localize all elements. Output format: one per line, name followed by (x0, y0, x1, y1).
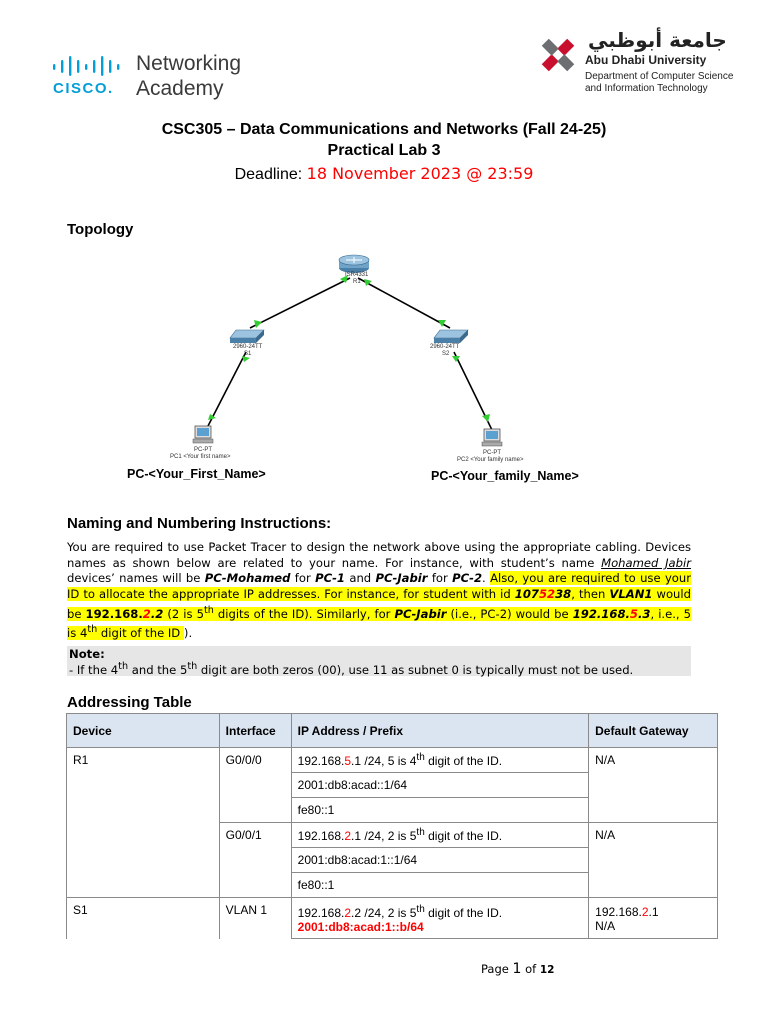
pc1-icon (193, 426, 213, 443)
pc-1: PC-1 (315, 571, 345, 586)
ipv6-cell: 2001:db8:acad:1::1/64 (291, 848, 589, 873)
superscript: th (203, 604, 214, 616)
table-row (67, 748, 718, 773)
example-name: Mohamed Jabir (601, 555, 691, 570)
table-row (67, 898, 718, 939)
pc-mohamed: PC-Mohamed (204, 571, 291, 586)
device-r1: R1 (67, 748, 220, 898)
lab-title: Practical Lab 3 (327, 142, 441, 159)
ipv6-cell: 2001:db8:acad::1/64 (291, 773, 589, 798)
pc2-icon (482, 429, 502, 446)
ip-part: digit of the ID. (424, 906, 503, 920)
col-device: Device (67, 714, 220, 748)
netacad-line1: Networking (136, 52, 242, 75)
switch1-name-label: S1 (244, 351, 252, 357)
addressing-table (66, 713, 718, 939)
ip-part: 192.168. (85, 606, 143, 621)
ip-part: .1 /24, 5 is 4 (351, 754, 417, 768)
pc1-name-label: PC1 <Your first name> (170, 454, 231, 460)
course-title: CSC305 – Data Communications and Networks (Fall 24-25) (161, 121, 607, 138)
page-label: Page (481, 962, 513, 976)
id-part: 38 (555, 587, 572, 602)
deadline-label: Deadline: (234, 166, 307, 183)
pc-jabir: PC-Jabir (394, 606, 447, 621)
ip-digit: 2 (344, 829, 352, 843)
page-footer (481, 961, 554, 977)
pc-jabir: PC-Jabir (375, 571, 428, 586)
instr-text: , then (571, 587, 610, 602)
gateway-ipv6: N/A (595, 919, 616, 933)
instr-text: for (290, 571, 316, 586)
adu-english-name: Abu Dhabi University (585, 53, 707, 67)
interface-vlan1: VLAN 1 (219, 898, 291, 939)
instr-text: digit of the ID (97, 626, 184, 641)
pc2-name-label: PC2 <Your family name> (457, 457, 524, 463)
note-part: - If the 4 (69, 662, 119, 677)
col-interface: Interface (219, 714, 291, 748)
table-header-row (67, 714, 718, 748)
instr-text: (i.e., PC-2) would be (446, 606, 573, 621)
switch-s2-icon (434, 330, 468, 343)
note-title: Note: (69, 647, 105, 661)
ip-part: 192.168. (572, 606, 630, 621)
switch1-model-label: 2960-24TT (233, 344, 263, 350)
gateway-cell (589, 898, 718, 939)
page-number: 1 (512, 961, 522, 977)
instr-text: ). (183, 626, 193, 641)
ipv6-cell: 2001:db8:acad:1::b/64 (297, 920, 424, 934)
ip-digit: 2 (344, 906, 352, 920)
instr-text: would be (67, 587, 691, 621)
interface-g001: G0/0/1 (219, 823, 291, 898)
ip-part: digit of the ID. (424, 754, 503, 768)
instructions-heading: Naming and Numbering Instructions: (67, 515, 332, 532)
device-s1: S1 (67, 898, 220, 939)
gw-part: .1 (648, 905, 659, 919)
vlan1: VLAN1 (609, 587, 653, 602)
adu-logo-icon (537, 30, 579, 80)
link-local-cell: fe80::1 (291, 873, 589, 898)
page-total: 12 (539, 964, 555, 976)
ip-digit: 5 (629, 606, 638, 621)
instr-text: . (482, 571, 491, 586)
instructions-paragraph (67, 540, 691, 642)
instr-text: digits of the ID). Similarly, for (213, 606, 395, 621)
switch-s1-icon (230, 330, 264, 343)
superscript: th (416, 752, 425, 763)
note-text (69, 661, 633, 677)
ip-digit: 5 (344, 754, 352, 768)
pc1-model-label: PC-PT (194, 447, 212, 453)
router-r1-icon (339, 255, 369, 273)
ip-cell (291, 823, 589, 848)
ip-part: digit of the ID. (424, 829, 503, 843)
page-of: of (521, 962, 540, 976)
gw-part: 192.168. (595, 905, 642, 919)
ip-part: 192.168. (297, 829, 345, 843)
ip-part: .3 (638, 606, 651, 621)
pc-2: PC-2 (452, 571, 483, 586)
gw-digit: 2 (641, 905, 649, 919)
note-part: and the 5 (128, 662, 188, 677)
ip-cell (291, 748, 589, 773)
id-part: 107 (514, 587, 539, 602)
superscript: th (118, 661, 129, 672)
instr-text: Also, you are required to use your ID to allocate the appropriate IP addresses. For instance, for student with id (67, 571, 692, 602)
topology-diagram (160, 248, 540, 470)
ip-part: 192.168. (297, 754, 345, 768)
gateway-cell: N/A (589, 748, 718, 823)
router-name-label: R1 (353, 279, 361, 285)
col-ip: IP Address / Prefix (291, 714, 589, 748)
addressing-heading: Addressing Table (67, 694, 192, 711)
note-part: digit are both zeros (00), use 11 as subnet 0 is typically must not be used. (197, 662, 634, 677)
id-digits: 52 (538, 587, 556, 602)
ip-part: 192.168. (297, 906, 345, 920)
ip-part: .2 (150, 606, 164, 621)
topology-heading: Topology (67, 221, 134, 238)
instr-text: (2 is 5 (163, 606, 204, 621)
instr-text: for (427, 571, 453, 586)
netacad-line2: Academy (136, 77, 224, 100)
adu-arabic-name: جامعة أبوظبي (588, 28, 727, 52)
cisco-bars-icon (52, 56, 128, 76)
adu-department-line2: and Information Technology (585, 83, 708, 94)
switch2-model-label: 2960-24TT (430, 344, 460, 350)
instr-text: , i.e., 5 is 4 (67, 606, 692, 641)
deadline-date: 18 November 2023 @ 23:59 (306, 164, 534, 183)
superscript: th (87, 624, 98, 636)
switch2-name-label: S2 (442, 351, 450, 357)
link-local-cell: fe80::1 (291, 798, 589, 823)
note-box (67, 646, 691, 676)
ip-part: .2 /24, 2 is 5 (351, 906, 417, 920)
instr-text: and (344, 571, 376, 586)
instr-text: devices’ names will be (67, 571, 205, 586)
cisco-wordmark: CISCO. (53, 80, 114, 97)
ip-part: .1 /24, 2 is 5 (351, 829, 417, 843)
superscript: th (187, 661, 198, 672)
deadline (0, 164, 768, 184)
pc1-caption: PC-<Your_First_Name> (127, 467, 266, 481)
col-gateway: Default Gateway (589, 714, 718, 748)
instr-text: You are required to use Packet Tracer to design the network above using the appropriate cabling. Devices names as shown below are related to your name. For instance, with student’s name (67, 540, 691, 570)
router-model-label: ISR4331 (345, 272, 369, 278)
superscript: th (416, 904, 425, 915)
gateway-cell: N/A (589, 823, 718, 898)
pc2-caption: PC-<Your_family_Name> (431, 469, 579, 483)
ip-cell (291, 898, 589, 939)
ip-digit: 2 (142, 606, 151, 621)
interface-g000: G0/0/0 (219, 748, 291, 823)
superscript: th (416, 827, 425, 838)
adu-department-line1: Department of Computer Science (585, 71, 734, 82)
pc2-model-label: PC-PT (483, 450, 501, 456)
